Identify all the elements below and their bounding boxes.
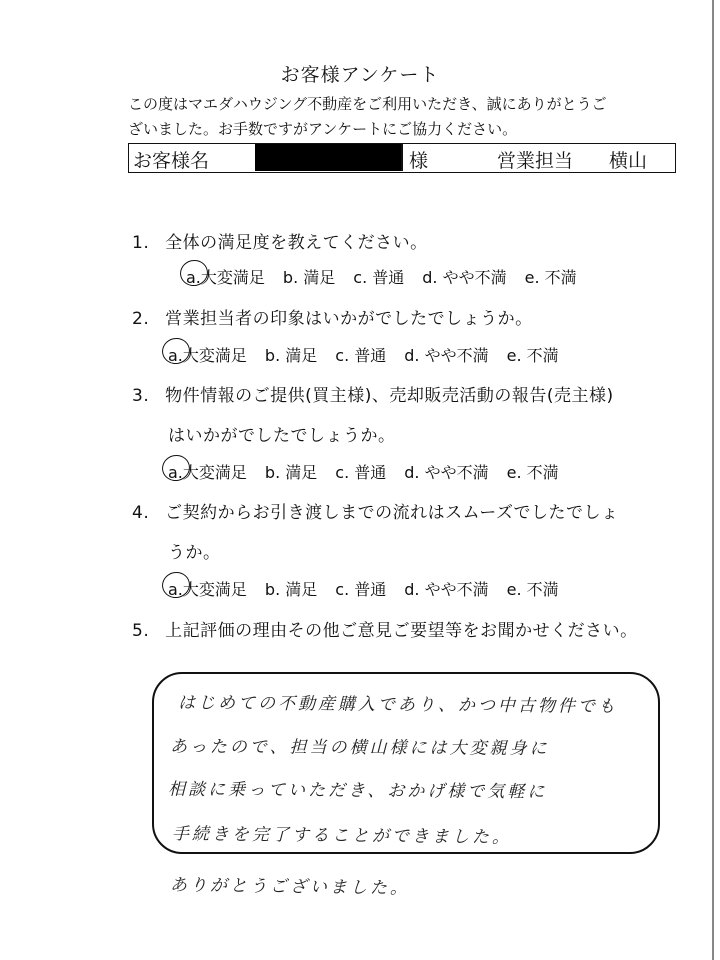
option-label: 満足	[303, 268, 336, 287]
option-letter: a.	[168, 580, 183, 599]
option-letter: e.	[506, 463, 522, 482]
question-text: ご契約からお引き渡しまでの流れはスムーズでしたでしょ	[165, 503, 619, 523]
option-letter: a.	[168, 346, 183, 365]
option-d[interactable]	[422, 265, 506, 288]
staff-label: 営業担当	[497, 150, 574, 172]
comment-line-3: 相談に乗っていただき、おかげ様で気軽に	[167, 779, 548, 803]
option-letter: e.	[506, 580, 522, 599]
question-4	[132, 498, 618, 523]
option-label: やや不満	[424, 346, 489, 365]
option-letter: d.	[404, 463, 420, 482]
option-letter: b.	[264, 346, 281, 365]
options-q4	[168, 577, 559, 600]
option-c[interactable]	[335, 460, 386, 483]
question-text: 営業担当者の印象はいかがでしたでしょうか。	[165, 309, 533, 329]
option-label: 不満	[526, 580, 559, 599]
option-c[interactable]	[335, 343, 386, 366]
question-text: 上記評価の理由その他ご意見ご要望等をお聞かせください。	[165, 621, 638, 641]
option-label: やや不満	[424, 463, 489, 482]
option-letter: a.	[186, 268, 201, 287]
option-label: 大変満足	[182, 580, 247, 599]
option-b[interactable]	[265, 577, 317, 600]
option-label: 普通	[354, 580, 387, 599]
option-letter: d.	[404, 580, 420, 599]
option-letter: c.	[353, 268, 368, 287]
option-a[interactable]	[186, 265, 265, 288]
option-d[interactable]	[404, 343, 488, 366]
option-label: 普通	[372, 268, 405, 287]
option-e[interactable]	[525, 265, 577, 288]
table-divider	[401, 144, 403, 171]
option-e[interactable]	[507, 577, 559, 600]
options-q1	[186, 265, 577, 288]
option-c[interactable]	[353, 265, 404, 288]
question-2	[132, 304, 533, 329]
question-4-continued: うか。	[168, 543, 221, 563]
option-label: 不満	[544, 268, 577, 287]
customer-name-label: お客様名	[133, 150, 210, 172]
option-letter: c.	[335, 346, 350, 365]
option-letter: b.	[264, 580, 281, 599]
option-label: やや不満	[442, 268, 507, 287]
option-label: 大変満足	[182, 463, 247, 482]
comment-line-1: はじめての不動産購入であり、かつ中古物件でも	[177, 693, 619, 717]
option-letter: b.	[282, 268, 299, 287]
option-e[interactable]	[507, 343, 559, 366]
comment-line-4: 手続きを完了することができました。	[171, 824, 513, 848]
question-text: 物件情報のご提供(買主様)、売却販売活動の報告(売主様)	[165, 386, 614, 406]
option-label: やや不満	[424, 580, 489, 599]
intro-line-1: この度はマエダハウジング不動産をご利用いただき、誠にありがとうご	[128, 95, 607, 113]
staff-name: 横山	[609, 150, 648, 172]
honorific-label: 様	[409, 150, 429, 172]
option-letter: a.	[168, 463, 183, 482]
option-letter: d.	[422, 268, 438, 287]
option-label: 不満	[526, 346, 559, 365]
option-a[interactable]	[168, 577, 247, 600]
option-label: 満足	[285, 346, 318, 365]
option-label: 満足	[285, 580, 318, 599]
comment-line-2: あったので、担当の横山様には大変親身に	[169, 737, 550, 759]
option-d[interactable]	[404, 460, 488, 483]
redacted-customer-name	[255, 144, 401, 171]
page-edge-shadow	[712, 0, 714, 960]
question-number: 3.	[132, 386, 150, 406]
option-label: 大変満足	[182, 346, 247, 365]
question-text: 全体の満足度を教えてください。	[165, 233, 428, 253]
options-q3	[168, 460, 559, 483]
question-3-continued: はいかがでしたでしょうか。	[168, 426, 396, 446]
option-letter: c.	[335, 580, 350, 599]
question-number: 5.	[132, 621, 150, 641]
option-b[interactable]	[265, 460, 317, 483]
question-5	[132, 616, 638, 641]
question-1	[132, 228, 428, 253]
question-number: 2.	[132, 309, 150, 329]
option-label: 普通	[354, 346, 387, 365]
option-label: 不満	[526, 463, 559, 482]
survey-title: お客様アンケート	[280, 64, 440, 86]
option-d[interactable]	[404, 577, 488, 600]
options-q2	[168, 343, 559, 366]
comment-closing: ありがとうございました。	[169, 875, 411, 899]
option-b[interactable]	[283, 265, 335, 288]
intro-line-2: ざいました。お手数ですがアンケートにご協力ください。	[128, 120, 518, 138]
customer-info-table	[128, 143, 676, 173]
option-letter: e.	[506, 346, 522, 365]
option-a[interactable]	[168, 460, 247, 483]
question-3	[132, 381, 614, 406]
option-letter: c.	[335, 463, 350, 482]
question-number: 4.	[132, 503, 150, 523]
option-label: 大変満足	[200, 268, 265, 287]
option-label: 普通	[354, 463, 387, 482]
option-e[interactable]	[507, 460, 559, 483]
option-letter: d.	[404, 346, 420, 365]
option-a[interactable]	[168, 343, 247, 366]
option-letter: e.	[524, 268, 540, 287]
option-letter: b.	[264, 463, 281, 482]
question-number: 1.	[132, 233, 150, 253]
option-label: 満足	[285, 463, 318, 482]
option-b[interactable]	[265, 343, 317, 366]
option-c[interactable]	[335, 577, 386, 600]
